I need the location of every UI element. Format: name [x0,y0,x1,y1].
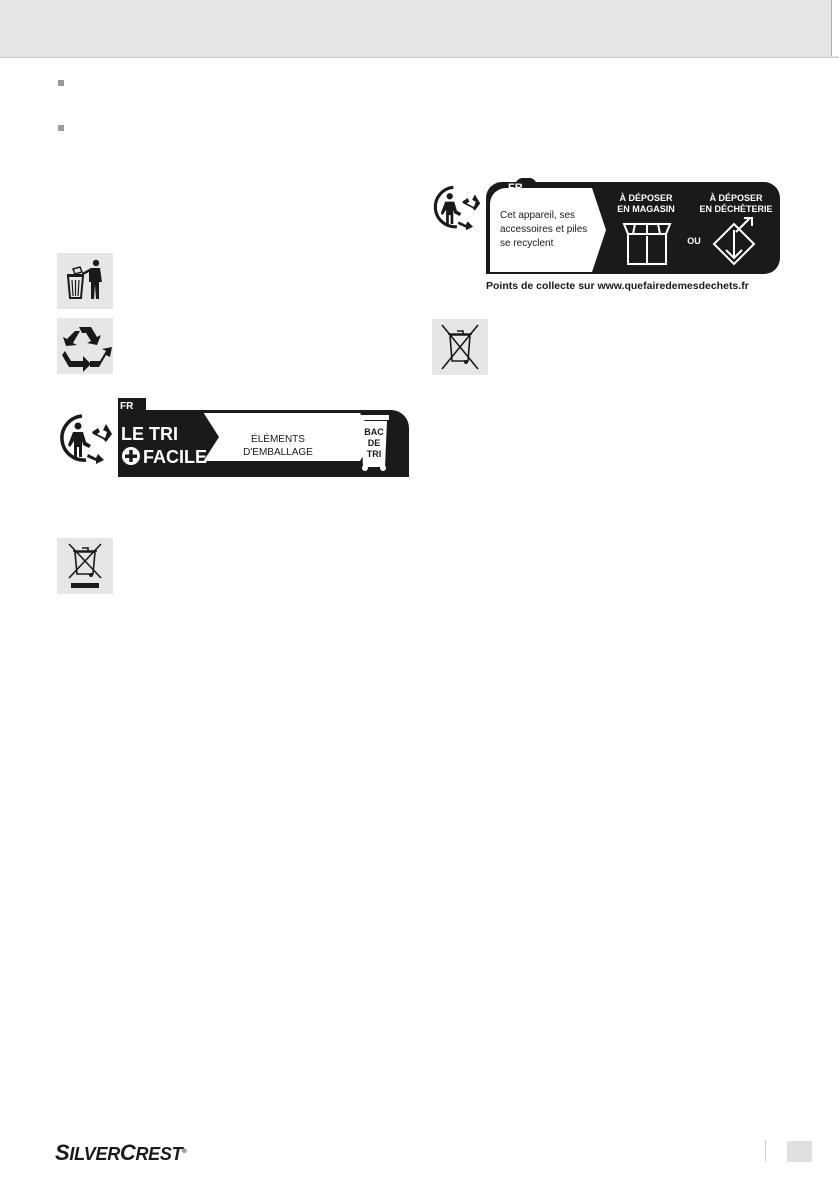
svg-text:TRI: TRI [366,449,382,459]
person-trash-icon [57,253,113,309]
fr-tag: FR [120,401,134,412]
device-recycling-label [486,178,784,296]
page-edge-tab [831,0,839,56]
packaging-elements-label: ÉLÉMENTS [251,434,305,445]
silvercrest-logo: SILVERCREST® [55,1140,187,1165]
packaging-elements-label-2: D'EMBALLAGE [243,447,313,458]
dump-line2: EN DÉCHÈTERIE [699,204,773,214]
device-text-line3: se recyclent [500,238,554,249]
sorting-bin-icon [359,415,389,471]
svg-text:BAC: BAC [364,427,384,437]
bullet-2 [58,125,64,131]
device-text-line1: Cet appareil, ses [500,210,576,221]
dump-line1: À DÉPOSER [709,193,763,203]
store-line2: EN MAGASIN [617,204,675,214]
store-line1: À DÉPOSER [619,193,673,203]
le-tri-title: LE TRI [121,424,178,444]
or-text: OU [687,236,701,246]
page-header-bar [0,0,839,58]
device-text-line2: accessoires et piles [500,224,588,235]
recycle-icon [57,318,113,374]
crossed-bin-icon [432,319,488,375]
bullet-1 [58,80,64,86]
collection-points-text: Points de collecte sur www.quefairedemesdechets.fr [486,280,749,292]
fr-tag-device: FR [508,182,523,194]
page-number-box [787,1141,812,1162]
footer-separator [765,1140,766,1162]
svg-text:DE: DE [367,438,381,448]
triman-icon [56,412,114,464]
facile-title: FACILE [143,447,208,467]
packaging-sorting-label [118,398,409,477]
crossed-bin-bar-icon [57,538,113,594]
triman-icon-device [430,183,482,231]
